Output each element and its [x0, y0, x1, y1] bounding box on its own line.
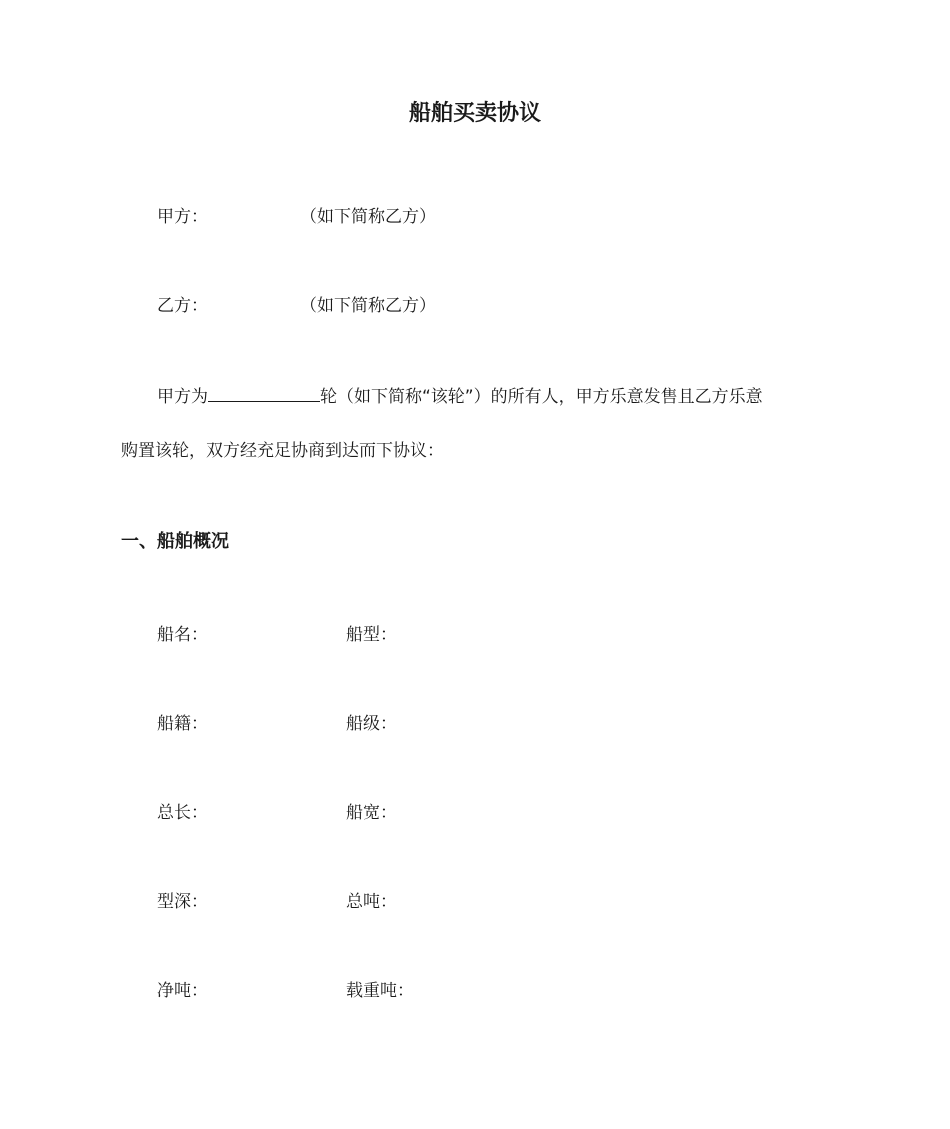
- party-a-note: （如下简称乙方）: [300, 207, 436, 227]
- field-deadweight-label: 载重吨：: [346, 981, 414, 1001]
- field-beam-label: 船宽：: [346, 803, 397, 823]
- intro-text-part2: 轮（如下简称“该轮”）的所有人，甲方乐意发售且乙方乐意: [320, 387, 763, 407]
- intro-paragraph-line1: [157, 384, 763, 409]
- field-registry-label: 船籍：: [157, 714, 208, 734]
- party-b-note: （如下简称乙方）: [300, 296, 436, 316]
- document-title: 船舶买卖协议: [408, 101, 541, 126]
- field-depth-label: 型深：: [157, 892, 208, 912]
- party-a-label: 甲方：: [157, 207, 208, 227]
- field-ship-name-label: 船名：: [157, 625, 208, 645]
- intro-text-part1: 甲方为: [157, 387, 208, 407]
- field-length-label: 总长：: [157, 803, 208, 823]
- ship-name-blank: [208, 384, 320, 402]
- field-gross-tonnage-label: 总吨：: [346, 892, 397, 912]
- field-class-label: 船级：: [346, 714, 397, 734]
- field-net-tonnage-label: 净吨：: [157, 981, 208, 1001]
- field-ship-type-label: 船型：: [346, 625, 397, 645]
- party-b-label: 乙方：: [157, 296, 208, 316]
- section-heading-ship-overview: 一、船舶概况: [121, 531, 229, 552]
- intro-paragraph-line2: 购置该轮，双方经充足协商到达而下协议：: [121, 441, 444, 461]
